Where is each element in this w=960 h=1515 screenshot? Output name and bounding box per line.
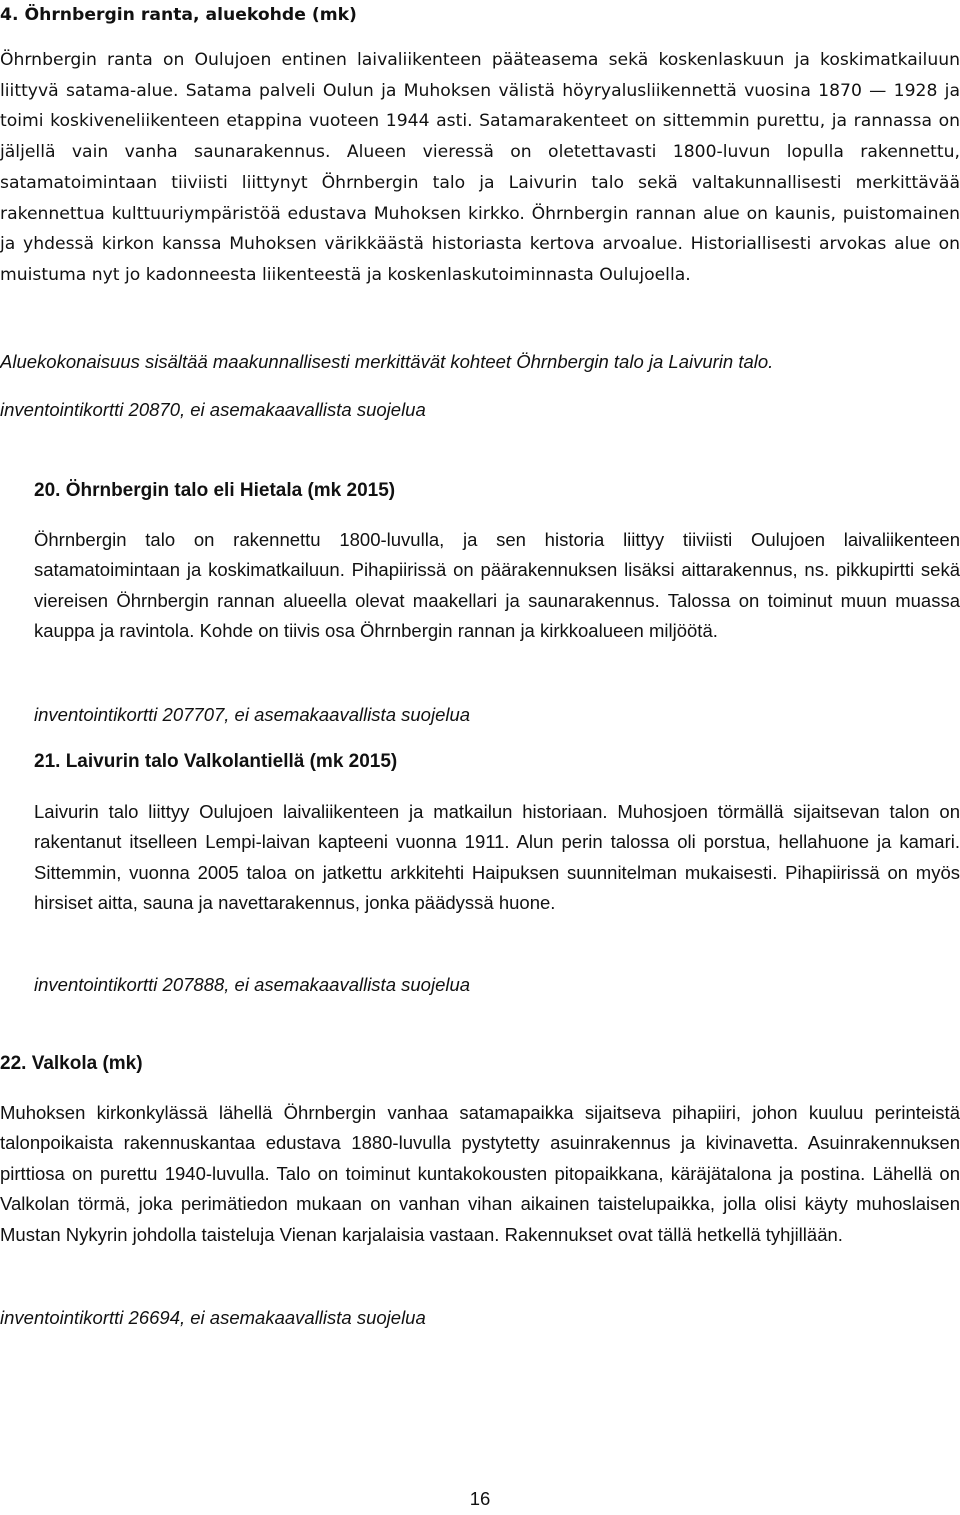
- inventory-card-ref: inventointikortti 207707, ei asemakaavallista suojelua: [34, 704, 471, 725]
- paragraph-text: Muhoksen kirkonkylässä lähellä Öhrnbergin vanhaa satamapaikka sijaitseva pihapiiri, johon kuuluu perinteistä talonpoikaista rakennuskantaa edustava 1880-luvulla pystytetty asuinrakennus ja kivinavetta. Asuinrakennuksen pirttiosa on purettu 1940-luvulla. Talo on toiminut kuntakokousten pitopaikkana, käräjätalona ja postina. Lähellä on Valkolan törmä, joka perimätiedon mukaan on vanhan vihan aikainen taistelupaikka, jolla olisi käyty muhoslaisen Mustan Nykyrin johdolla taisteluja Vienan karjalaisia vastaan. Rakennukset ovat tällä hetkellä tyhjillään.: [0, 1102, 960, 1245]
- inventory-card-ref: inventointikortti 207888, ei asemakaavallista suojelua: [34, 974, 471, 995]
- section-heading: 22. Valkola (mk): [0, 1053, 143, 1074]
- section-heading: 4. Öhrnbergin ranta, aluekohde (mk): [0, 5, 357, 25]
- section-ref: [0, 1303, 960, 1333]
- section-laivurin-talo: [34, 747, 960, 777]
- section-heading: 20. Öhrnbergin talo eli Hietala (mk 2015): [34, 480, 396, 501]
- section-note: [0, 347, 960, 377]
- section-paragraph: [0, 45, 960, 291]
- section-ref: [0, 395, 960, 425]
- section-paragraph: [34, 525, 960, 647]
- section-ohrnbergin-talo: [34, 476, 960, 506]
- section-valkola: [0, 1049, 960, 1079]
- paragraph-text: Öhrnbergin talo on rakennettu 1800-luvulla, ja sen historia liittyy tiiviisti Oulujoen laivaliikenteen satamatoimintaan ja koskimatkailuun. Pihapiirissä on päärakennuksen lisäksi aittarakennus, ns. pikkupirtti sekä viereisen Öhrnbergin rannan alueella olevat maakellari ja saunarakennus. Talossa on toiminut muun muassa kauppa ja ravintola. Kohde on tiivis osa Öhrnbergin rannan ja kirkkoalueen miljöötä.: [34, 529, 960, 642]
- note-text: Aluekokonaisuus sisältää maakunnallisesti merkittävät kohteet Öhrnbergin talo ja Laivurin talo.: [0, 351, 774, 372]
- inventory-card-ref: inventointikortti 20870, ei asemakaavallista suojelua: [0, 399, 426, 420]
- section-paragraph: [34, 797, 960, 919]
- section-ohrnbergin-ranta: [0, 0, 960, 31]
- inventory-card-ref: inventointikortti 26694, ei asemakaavallista suojelua: [0, 1307, 426, 1328]
- paragraph-text: Laivurin talo liittyy Oulujoen laivaliikenteen ja matkailun historiaan. Muhosjoen törmällä sijaitsevan talon on rakentanut itselleen Lempi-laivan kapteeni vuonna 1911. Alun perin talossa oli porstua, hellahuone ja kamari. Sittemmin, vuonna 2005 taloa on jatkettu arkkitehti Haipuksen suunnitelman mukaisesti. Pihapiirissä on myös hirsiset aitta, sauna ja navettarakennus, jonka päädyssä huone.: [34, 801, 960, 914]
- paragraph-text: Öhrnbergin ranta on Oulujoen entinen laivaliikenteen pääteasema sekä koskenlaskuun ja koskimatkailuun liittyvä satama-alue. Satama palveli Oulun ja Muhoksen välistä höyryalusliikennettä vuosina 1870 — 1928 ja toimi koskiveneliikenteen etappina vuoteen 1944 asti. Satamarakenteet on sittemmin purettu, ja rannassa on jäljellä vain vanha saunarakennus. Alueen vieressä on oletettavasti 1800-luvun lopulla rakennettu, satamatoimintaan tiiviisti liittynyt Öhrnbergin talo ja Laivurin talo sekä valtakunnallisesti merkittävää rakennettua kulttuuriympäristöä edustava Muhoksen kirkko. Öhrnbergin rannan alue on kaunis, puistomainen ja yhdessä kirkon kanssa Muhoksen värikkäästä historiasta kertova arvoalue. Historiallisesti arvokas alue on muistuma nyt jo kadonneesta liikenteestä ja koskenlaskutoiminnasta Oulujoella.: [0, 50, 960, 285]
- section-heading: 21. Laivurin talo Valkolantiellä (mk 2015): [34, 751, 398, 772]
- section-ref: [34, 700, 960, 730]
- section-paragraph: [0, 1098, 960, 1250]
- page-number: 16: [469, 1488, 491, 1509]
- section-ref: [34, 970, 960, 1000]
